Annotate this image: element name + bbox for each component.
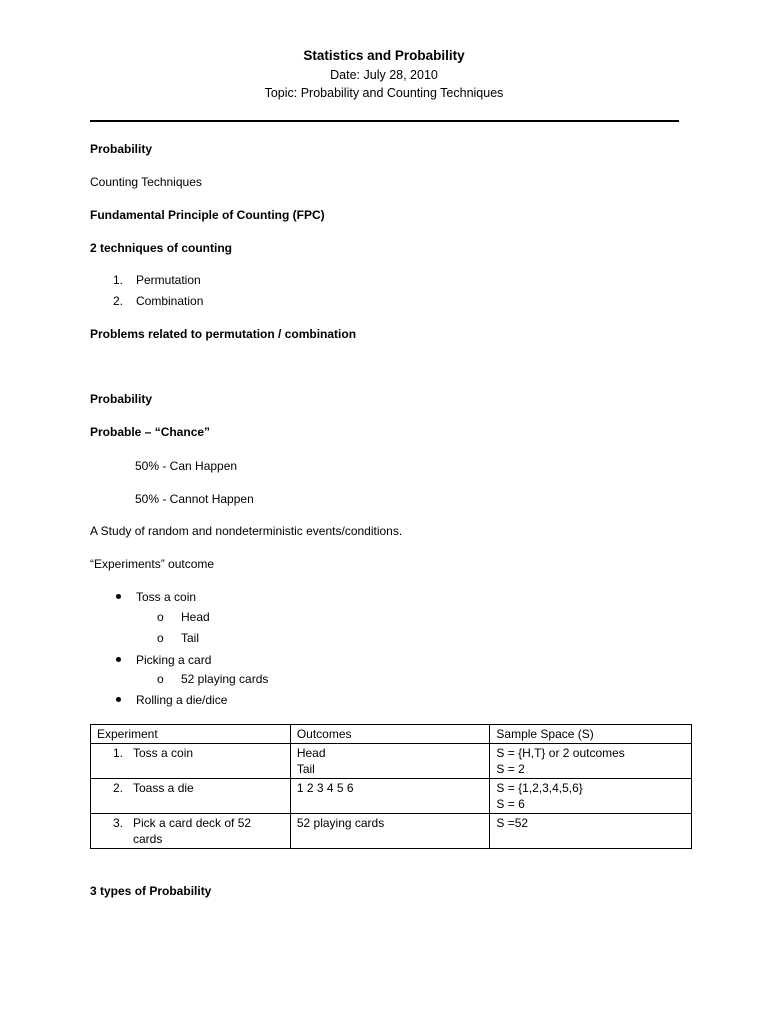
table-cell-sample-space xyxy=(490,779,692,814)
list-number: 1. xyxy=(113,273,124,287)
row-number: 3. xyxy=(112,816,123,830)
sample-space-line: S = {1,2,3,4,5,6} xyxy=(496,781,583,795)
circle-bullet-icon: o xyxy=(157,672,164,686)
table-header-cell: Sample Space (S) xyxy=(490,725,692,744)
cannot-happen-text: 50% - Cannot Happen xyxy=(135,492,254,506)
document-title: Statistics and Probability xyxy=(303,48,465,63)
three-types-heading: 3 types of Probability xyxy=(90,884,212,898)
circle-bullet-icon: o xyxy=(157,610,164,624)
counting-techniques-text: Counting Techniques xyxy=(90,175,202,189)
table-cell-outcomes xyxy=(290,779,490,814)
row-number: 2. xyxy=(112,781,123,795)
experiment-text: Toass a die xyxy=(133,781,194,795)
problems-heading: Problems related to permutation / combination xyxy=(90,327,357,341)
study-definition-text: A Study of random and nondeterministic events/conditions. xyxy=(90,524,403,538)
outcome-line: Head xyxy=(296,746,326,760)
sample-space-line: S =52 xyxy=(496,816,529,830)
sample-space-line: S = 6 xyxy=(496,797,525,811)
sample-space-line: S = 2 xyxy=(496,762,525,776)
sample-space-line: S = {H,T} or 2 outcomes xyxy=(496,746,625,760)
outcome-line: 52 playing cards xyxy=(296,816,385,830)
table-header-row xyxy=(91,725,692,744)
document-topic: Topic: Probability and Counting Techniques xyxy=(264,86,504,100)
table-row xyxy=(91,779,692,814)
list-item-combination: Combination xyxy=(136,294,204,308)
bullet-dot-icon xyxy=(116,657,121,662)
outcome-line: Tail xyxy=(296,762,315,776)
row-number: 1. xyxy=(112,746,123,760)
table-cell-experiment xyxy=(91,779,291,814)
experiments-outcome-text: “Experiments” outcome xyxy=(90,557,215,571)
experiment-text: Pick a card deck of 52 cards xyxy=(133,816,252,846)
table-cell-sample-space xyxy=(490,814,692,849)
sub-bullet-tail: Tail xyxy=(181,631,200,645)
two-techniques-heading: 2 techniques of counting xyxy=(90,241,233,255)
table-row xyxy=(91,814,692,849)
probability-heading: Probability xyxy=(90,142,153,156)
probability-heading-2: Probability xyxy=(90,392,153,406)
experiment-text: Toss a coin xyxy=(133,746,194,760)
outcome-line: 1 2 3 4 5 6 xyxy=(296,781,354,795)
document-date: Date: July 28, 2010 xyxy=(330,68,438,82)
table-cell-outcomes xyxy=(290,814,490,849)
bullet-dot-icon xyxy=(116,697,121,702)
bullet-rolling-die: Rolling a die/dice xyxy=(136,693,228,707)
can-happen-text: 50% - Can Happen xyxy=(135,459,238,473)
table-header-cell: Experiment xyxy=(91,725,291,744)
sample-space-table xyxy=(90,724,692,849)
table-row xyxy=(91,744,692,779)
probable-chance-text: Probable – “Chance” xyxy=(90,425,211,439)
bullet-dot-icon xyxy=(116,594,121,599)
circle-bullet-icon: o xyxy=(157,631,164,645)
fpc-heading: Fundamental Principle of Counting (FPC) xyxy=(90,208,325,222)
table-cell-experiment xyxy=(91,814,291,849)
table-cell-sample-space xyxy=(490,744,692,779)
table-header-cell: Outcomes xyxy=(290,725,490,744)
list-number: 2. xyxy=(113,294,124,308)
list-item-permutation: Permutation xyxy=(136,273,201,287)
sub-bullet-52-cards: 52 playing cards xyxy=(181,672,269,686)
table-cell-experiment xyxy=(91,744,291,779)
bullet-picking-card: Picking a card xyxy=(136,653,212,667)
bullet-toss-coin: Toss a coin xyxy=(136,590,197,604)
sub-bullet-head: Head xyxy=(181,610,210,624)
header-divider xyxy=(90,120,679,122)
table-cell-outcomes xyxy=(290,744,490,779)
